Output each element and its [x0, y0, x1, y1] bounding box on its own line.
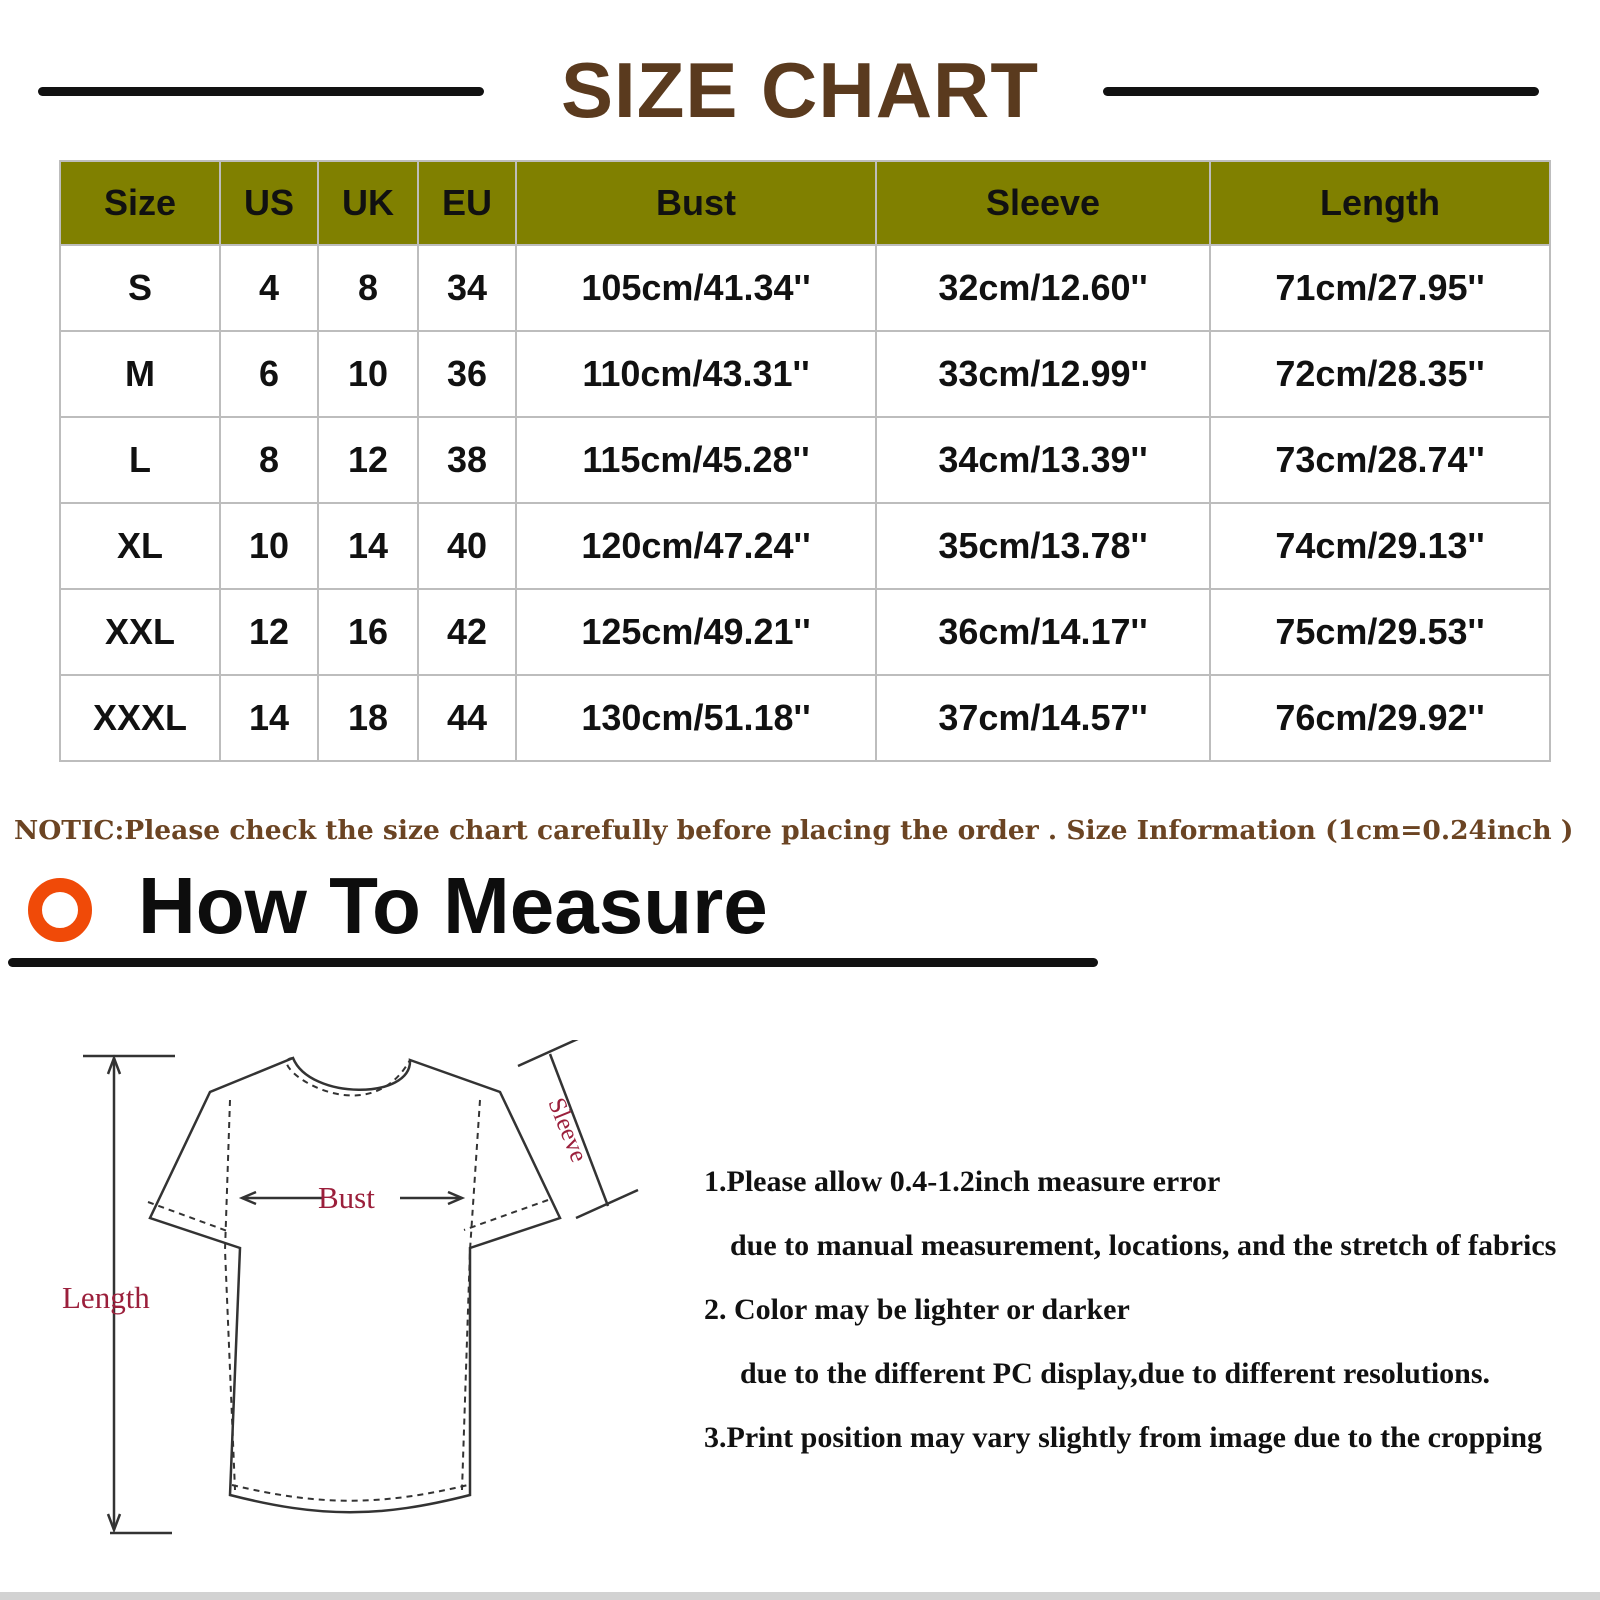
cell-eu: 44	[418, 675, 516, 761]
cell-us: 10	[220, 503, 318, 589]
cell-us: 12	[220, 589, 318, 675]
table-row	[60, 675, 1550, 761]
cell-eu: 36	[418, 331, 516, 417]
note-1-detail: due to manual measurement, locations, and the stretch of fabrics	[730, 1229, 1557, 1262]
cell-size: XL	[60, 503, 220, 589]
cell-uk: 18	[318, 675, 418, 761]
cell-uk: 10	[318, 331, 418, 417]
cell-size: M	[60, 331, 220, 417]
header-sleeve: Sleeve	[876, 161, 1210, 245]
size-notice: NOTIC:Please check the size chart carefully before placing the order . Size Information (1cm=0.24inch )	[14, 815, 1574, 846]
title-rule-right	[1103, 87, 1539, 96]
cell-bust: 125cm/49.21''	[516, 589, 876, 675]
sleeve-label: Sleeve	[542, 1094, 593, 1167]
cell-eu: 34	[418, 245, 516, 331]
cell-sleeve: 34cm/13.39''	[876, 417, 1210, 503]
cell-length: 73cm/28.74''	[1210, 417, 1550, 503]
cell-uk: 8	[318, 245, 418, 331]
table-row	[60, 589, 1550, 675]
cell-bust: 105cm/41.34''	[516, 245, 876, 331]
length-label: Length	[62, 1280, 150, 1315]
cell-us: 14	[220, 675, 318, 761]
measure-notes	[704, 1150, 1584, 1470]
measure-title-rule	[8, 958, 1098, 967]
cell-size: L	[60, 417, 220, 503]
cell-sleeve: 32cm/12.60''	[876, 245, 1210, 331]
cell-sleeve: 35cm/13.78''	[876, 503, 1210, 589]
bottom-border	[0, 1592, 1600, 1600]
cell-bust: 110cm/43.31''	[516, 331, 876, 417]
cell-length: 74cm/29.13''	[1210, 503, 1550, 589]
cell-us: 4	[220, 245, 318, 331]
cell-bust: 115cm/45.28''	[516, 417, 876, 503]
table-row	[60, 417, 1550, 503]
title-rule-left	[38, 87, 484, 96]
size-table	[59, 160, 1551, 762]
header-us: US	[220, 161, 318, 245]
ring-icon	[28, 878, 92, 942]
header-bust: Bust	[516, 161, 876, 245]
cell-size: XXL	[60, 589, 220, 675]
note-2: 2. Color may be lighter or darker	[704, 1293, 1130, 1326]
table-row	[60, 245, 1550, 331]
cell-size: XXXL	[60, 675, 220, 761]
cell-length: 75cm/29.53''	[1210, 589, 1550, 675]
cell-length: 76cm/29.92''	[1210, 675, 1550, 761]
how-to-measure-title: How To Measure	[138, 861, 768, 950]
cell-us: 8	[220, 417, 318, 503]
note-3: 3.Print position may vary slightly from image due to the cropping	[704, 1421, 1543, 1454]
tshirt-diagram	[50, 1040, 650, 1540]
cell-sleeve: 37cm/14.57''	[876, 675, 1210, 761]
note-1: 1.Please allow 0.4-1.2inch measure error	[704, 1165, 1221, 1198]
cell-uk: 16	[318, 589, 418, 675]
cell-uk: 12	[318, 417, 418, 503]
cell-sleeve: 36cm/14.17''	[876, 589, 1210, 675]
cell-size: S	[60, 245, 220, 331]
header-eu: EU	[418, 161, 516, 245]
cell-us: 6	[220, 331, 318, 417]
table-row	[60, 331, 1550, 417]
cell-length: 71cm/27.95''	[1210, 245, 1550, 331]
bust-label: Bust	[318, 1180, 375, 1215]
cell-eu: 38	[418, 417, 516, 503]
page-title: SIZE CHART	[561, 46, 1039, 134]
cell-eu: 42	[418, 589, 516, 675]
cell-uk: 14	[318, 503, 418, 589]
header-uk: UK	[318, 161, 418, 245]
header-size: Size	[60, 161, 220, 245]
cell-bust: 120cm/47.24''	[516, 503, 876, 589]
note-2-detail: due to the different PC display,due to different resolutions.	[740, 1357, 1491, 1390]
cell-bust: 130cm/51.18''	[516, 675, 876, 761]
cell-length: 72cm/28.35''	[1210, 331, 1550, 417]
cell-eu: 40	[418, 503, 516, 589]
table-row	[60, 503, 1550, 589]
header-length: Length	[1210, 161, 1550, 245]
cell-sleeve: 33cm/12.99''	[876, 331, 1210, 417]
table-header-row	[60, 161, 1550, 245]
